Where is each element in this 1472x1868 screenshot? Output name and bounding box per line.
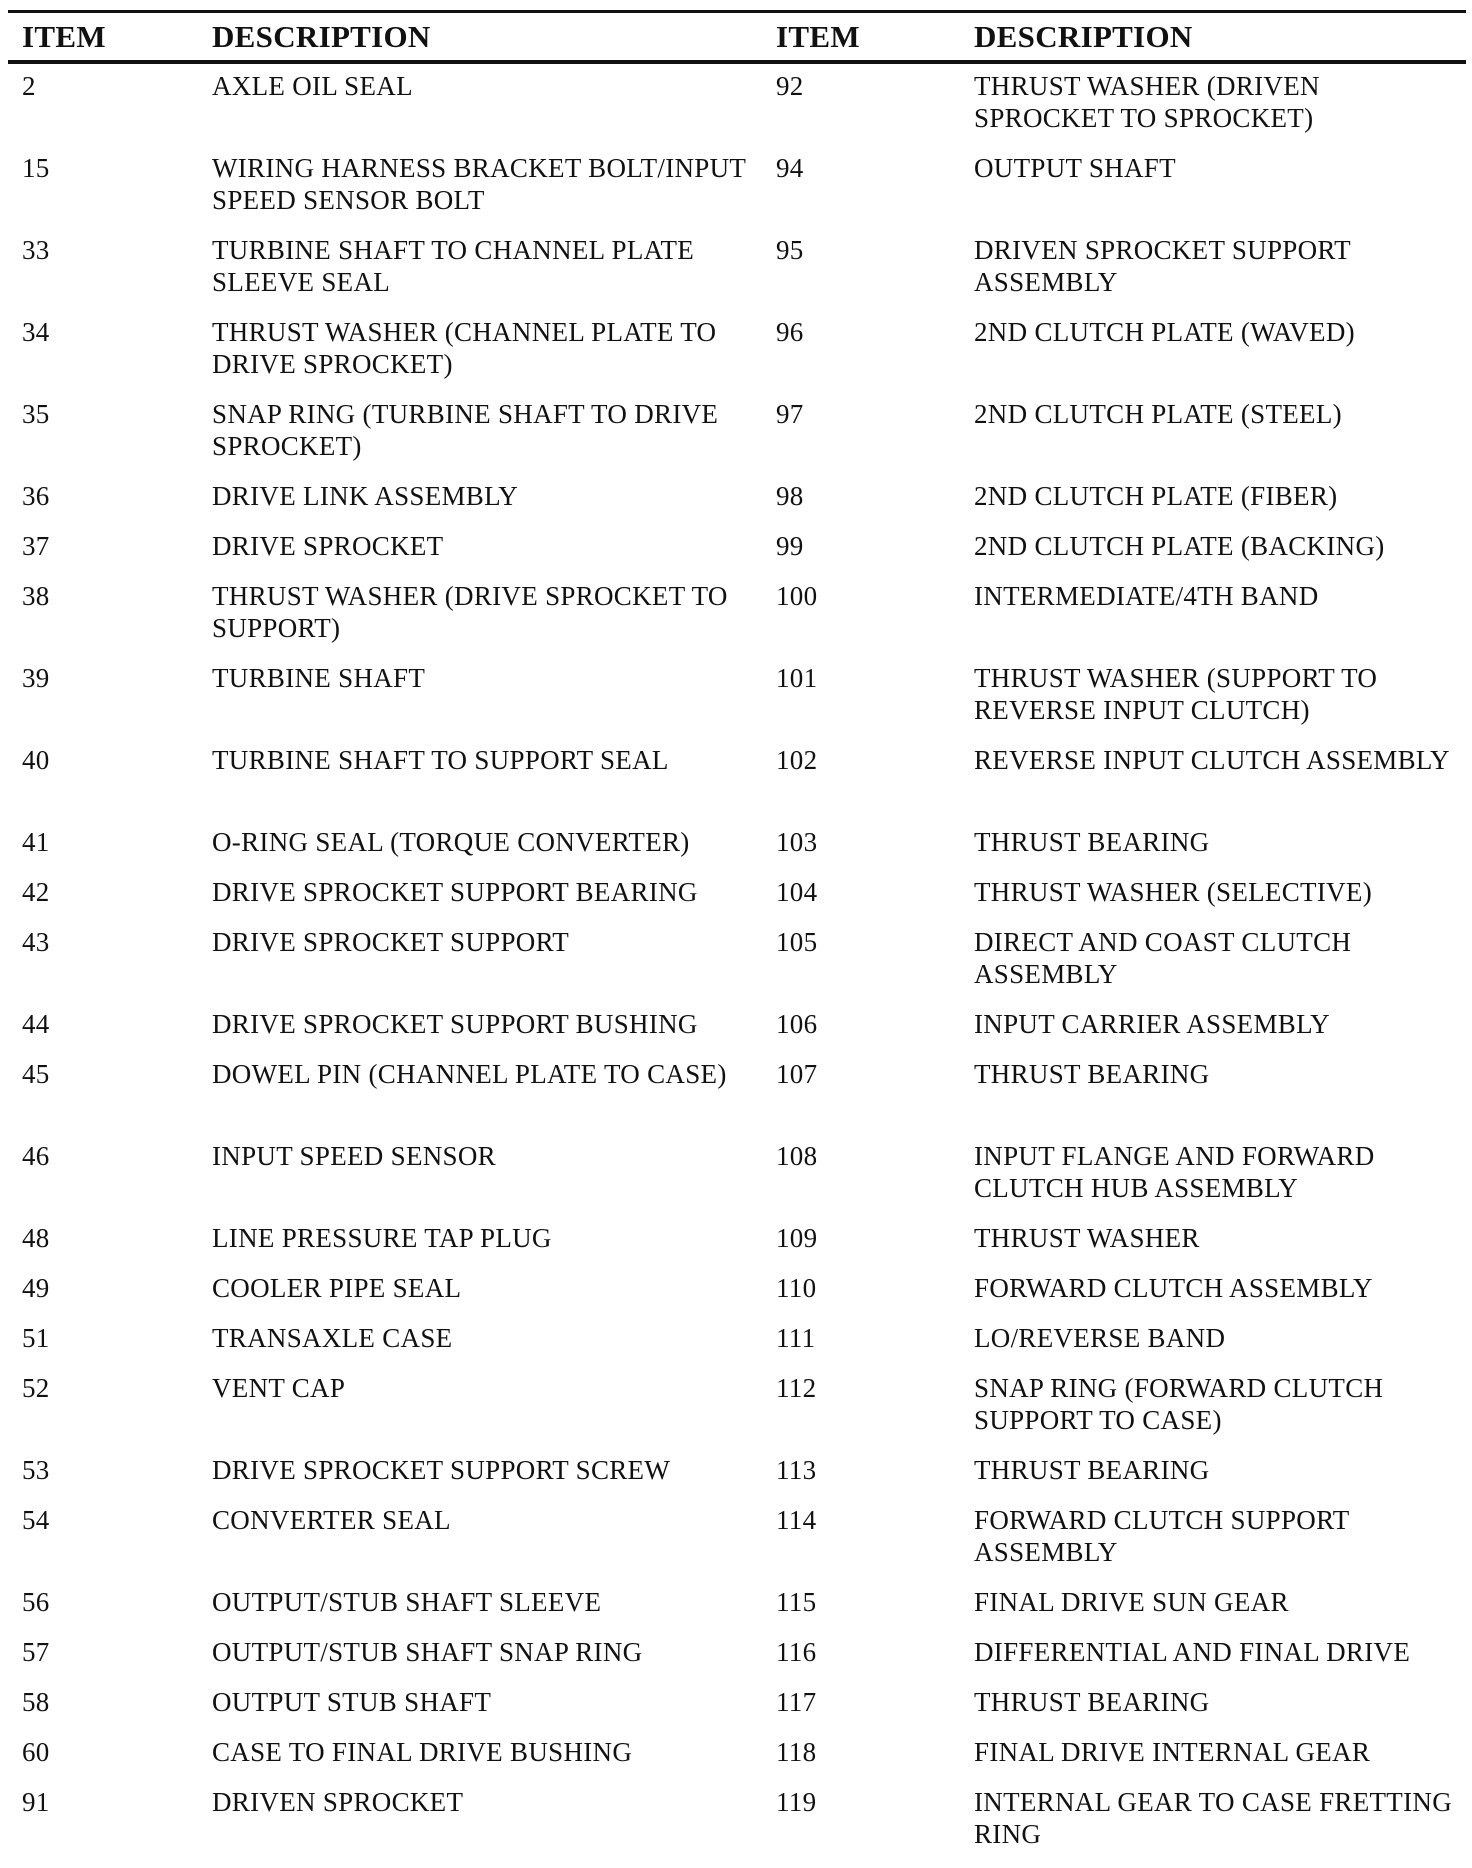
description-right: INPUT FLANGE AND FORWARD CLUTCH HUB ASSEMBLY — [974, 1141, 1375, 1204]
table-row — [8, 234, 1466, 316]
table-row — [8, 480, 1466, 530]
description-left: O-RING SEAL (TORQUE CONVERTER) — [212, 827, 690, 858]
item-number-right: 106 — [776, 1009, 818, 1040]
item-number-right: 101 — [776, 663, 818, 694]
description-left: CONVERTER SEAL — [212, 1505, 451, 1536]
description-left: INPUT SPEED SENSOR — [212, 1141, 496, 1172]
item-number-left: 53 — [22, 1455, 50, 1486]
table-row — [8, 926, 1466, 1008]
item-number-left: 2 — [22, 71, 36, 102]
description-right: 2ND CLUTCH PLATE (WAVED) — [974, 317, 1355, 348]
description-right: INTERMEDIATE/4TH BAND — [974, 581, 1319, 612]
item-number-right: 94 — [776, 153, 804, 184]
description-right: OUTPUT SHAFT — [974, 153, 1176, 184]
item-number-left: 49 — [22, 1273, 50, 1304]
item-number-left: 56 — [22, 1587, 50, 1618]
description-right: FINAL DRIVE INTERNAL GEAR — [974, 1737, 1371, 1768]
description-right: DIFFERENTIAL AND FINAL DRIVE — [974, 1637, 1411, 1668]
description-right: 2ND CLUTCH PLATE (STEEL) — [974, 399, 1342, 430]
description-left: THRUST WASHER (CHANNEL PLATE TO DRIVE SPROCKET) — [212, 317, 717, 380]
item-number-left: 45 — [22, 1059, 50, 1090]
header-row — [8, 12, 1466, 63]
item-number-right: 104 — [776, 877, 818, 908]
table-row — [8, 1008, 1466, 1058]
description-left: DRIVE SPROCKET SUPPORT — [212, 927, 570, 958]
table-row — [8, 826, 1466, 876]
item-number-left: 43 — [22, 927, 50, 958]
item-number-right: 107 — [776, 1059, 818, 1090]
item-number-left: 60 — [22, 1737, 50, 1768]
table-row — [8, 1222, 1466, 1272]
description-right: THRUST WASHER (SELECTIVE) — [974, 877, 1372, 908]
item-number-left: 57 — [22, 1637, 50, 1668]
description-left: TURBINE SHAFT TO CHANNEL PLATE SLEEVE SEAL — [212, 235, 695, 298]
table-row — [8, 662, 1466, 744]
table-row — [8, 1636, 1466, 1686]
table-body — [8, 62, 1466, 1868]
table-row — [8, 1586, 1466, 1636]
item-number-left: 52 — [22, 1373, 50, 1404]
table-row — [8, 1736, 1466, 1786]
description-right: FORWARD CLUTCH ASSEMBLY — [974, 1273, 1373, 1304]
description-right: INPUT CARRIER ASSEMBLY — [974, 1009, 1330, 1040]
description-left: DRIVE SPROCKET SUPPORT BUSHING — [212, 1009, 698, 1040]
description-left: TURBINE SHAFT — [212, 663, 426, 694]
description-right: REVERSE INPUT CLUTCH ASSEMBLY — [974, 745, 1450, 776]
description-right: FINAL DRIVE SUN GEAR — [974, 1587, 1289, 1618]
header-description-right: DESCRIPTION — [974, 19, 1193, 54]
table-row — [8, 1372, 1466, 1454]
description-left: DRIVEN SPROCKET — [212, 1787, 464, 1818]
description-right: THRUST WASHER (DRIVEN SPROCKET TO SPROCKET) — [974, 71, 1320, 134]
description-right: THRUST BEARING — [974, 1687, 1210, 1718]
table-row — [8, 1140, 1466, 1222]
description-left: COOLER PIPE SEAL — [212, 1273, 462, 1304]
item-number-left: 34 — [22, 317, 50, 348]
table-row — [8, 1454, 1466, 1504]
item-number-left: 36 — [22, 481, 50, 512]
description-left: OUTPUT STUB SHAFT — [212, 1687, 492, 1718]
item-number-left: 44 — [22, 1009, 50, 1040]
description-left: DRIVE SPROCKET SUPPORT BEARING — [212, 877, 698, 908]
description-left: OUTPUT/STUB SHAFT SLEEVE — [212, 1587, 602, 1618]
item-number-left: 35 — [22, 399, 50, 430]
item-number-left: 51 — [22, 1323, 50, 1354]
table-row — [8, 1058, 1466, 1140]
item-number-left: 38 — [22, 581, 50, 612]
item-number-right: 95 — [776, 235, 804, 266]
item-number-right: 92 — [776, 71, 804, 102]
description-left: DOWEL PIN (CHANNEL PLATE TO CASE) — [212, 1059, 727, 1090]
item-number-right: 108 — [776, 1141, 818, 1172]
item-number-left: 41 — [22, 827, 50, 858]
description-left: OUTPUT/STUB SHAFT SNAP RING — [212, 1637, 643, 1668]
item-number-left: 58 — [22, 1687, 50, 1718]
item-number-right: 114 — [776, 1505, 817, 1536]
item-number-right: 115 — [776, 1587, 817, 1618]
table-row — [8, 1322, 1466, 1372]
table-row — [8, 398, 1466, 480]
item-number-right: 119 — [776, 1787, 817, 1818]
item-number-left: 54 — [22, 1505, 50, 1536]
item-number-right: 113 — [776, 1455, 817, 1486]
table-row — [8, 1504, 1466, 1586]
item-number-right: 105 — [776, 927, 818, 958]
item-number-right: 98 — [776, 481, 804, 512]
item-number-right: 112 — [776, 1373, 817, 1404]
description-right: THRUST BEARING — [974, 827, 1210, 858]
item-number-left: 33 — [22, 235, 50, 266]
item-number-right: 111 — [776, 1323, 816, 1354]
item-number-right: 96 — [776, 317, 804, 348]
table-row — [8, 876, 1466, 926]
item-number-right: 109 — [776, 1223, 818, 1254]
description-right: DIRECT AND COAST CLUTCH ASSEMBLY — [974, 927, 1352, 990]
description-left: VENT CAP — [212, 1373, 346, 1404]
description-left: AXLE OIL SEAL — [212, 71, 413, 102]
item-number-right: 97 — [776, 399, 804, 430]
description-right: THRUST WASHER (SUPPORT TO REVERSE INPUT CLUTCH) — [974, 663, 1378, 726]
description-left: THRUST WASHER (DRIVE SPROCKET TO SUPPORT) — [212, 581, 728, 644]
item-number-right: 102 — [776, 745, 818, 776]
description-left: TURBINE SHAFT TO SUPPORT SEAL — [212, 745, 669, 776]
description-right: THRUST WASHER — [974, 1223, 1200, 1254]
table-row — [8, 530, 1466, 580]
item-number-right: 103 — [776, 827, 818, 858]
item-number-right: 99 — [776, 531, 804, 562]
description-right: THRUST BEARING — [974, 1059, 1210, 1090]
item-number-left: 46 — [22, 1141, 50, 1172]
item-number-right: 100 — [776, 581, 818, 612]
item-number-left: 37 — [22, 531, 50, 562]
header-description-left: DESCRIPTION — [212, 19, 431, 54]
item-number-left: 48 — [22, 1223, 50, 1254]
description-right: SNAP RING (FORWARD CLUTCH SUPPORT TO CASE) — [974, 1373, 1384, 1436]
item-number-right: 118 — [776, 1737, 817, 1768]
item-number-left: 91 — [22, 1787, 50, 1818]
description-right: DRIVEN SPROCKET SUPPORT ASSEMBLY — [974, 235, 1351, 298]
table-row — [8, 62, 1466, 152]
description-right: INTERNAL GEAR TO CASE FRETTING RING — [974, 1787, 1452, 1850]
description-right: 2ND CLUTCH PLATE (FIBER) — [974, 481, 1338, 512]
header-item-right: ITEM — [776, 19, 860, 54]
item-number-right: 117 — [776, 1687, 817, 1718]
description-left: DRIVE LINK ASSEMBLY — [212, 481, 519, 512]
description-left: LINE PRESSURE TAP PLUG — [212, 1223, 552, 1254]
table-row — [8, 1686, 1466, 1736]
description-left: WIRING HARNESS BRACKET BOLT/INPUT SPEED SENSOR BOLT — [212, 153, 746, 216]
table-row — [8, 316, 1466, 398]
item-number-left: 39 — [22, 663, 50, 694]
description-left: SNAP RING (TURBINE SHAFT TO DRIVE SPROCKET) — [212, 399, 719, 462]
description-right: LO/REVERSE BAND — [974, 1323, 1226, 1354]
description-right: 2ND CLUTCH PLATE (BACKING) — [974, 531, 1385, 562]
description-left: TRANSAXLE CASE — [212, 1323, 453, 1354]
table-row — [8, 744, 1466, 826]
description-left: CASE TO FINAL DRIVE BUSHING — [212, 1737, 633, 1768]
item-number-right: 116 — [776, 1637, 817, 1668]
header-item-left: ITEM — [22, 19, 106, 54]
table-row — [8, 1272, 1466, 1322]
description-right: FORWARD CLUTCH SUPPORT ASSEMBLY — [974, 1505, 1350, 1568]
description-right: THRUST BEARING — [974, 1455, 1210, 1486]
table-header — [8, 12, 1466, 63]
parts-table — [8, 10, 1466, 1868]
item-number-left: 42 — [22, 877, 50, 908]
description-left: DRIVE SPROCKET SUPPORT SCREW — [212, 1455, 671, 1486]
description-left: DRIVE SPROCKET — [212, 531, 444, 562]
item-number-left: 15 — [22, 153, 50, 184]
table-row — [8, 1786, 1466, 1868]
item-number-left: 40 — [22, 745, 50, 776]
table-row — [8, 152, 1466, 234]
item-number-right: 110 — [776, 1273, 817, 1304]
table-row — [8, 580, 1466, 662]
